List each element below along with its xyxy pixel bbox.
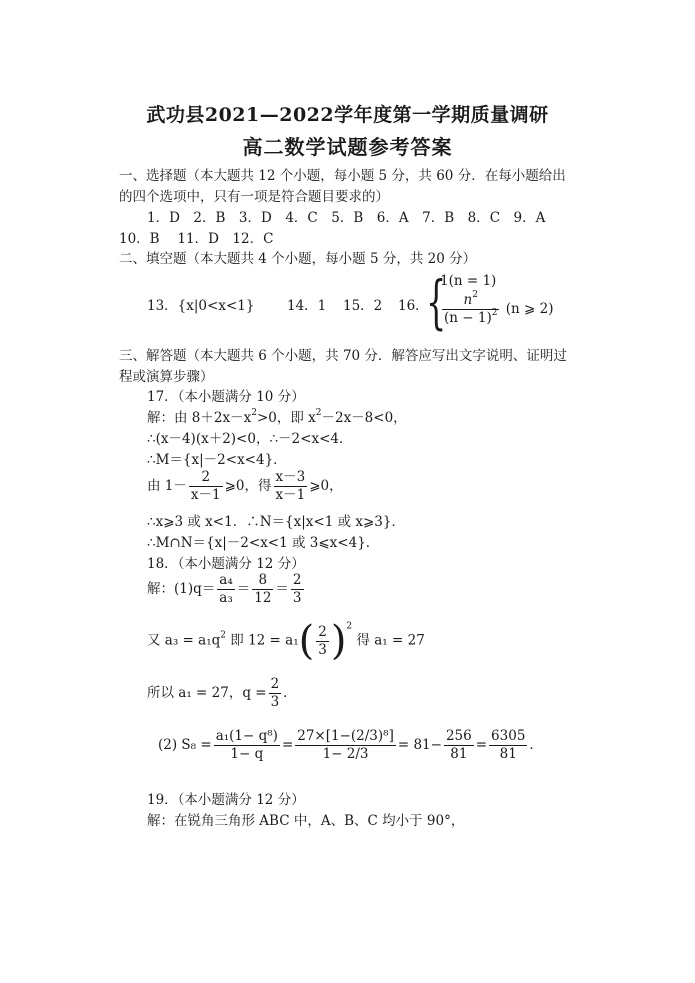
q18-label: 18．（本小题满分 12 分） — [147, 556, 305, 572]
q17-line5: ∴x⩾3 或 x<1．∴N＝{x|x<1 或 x⩾3}． — [147, 514, 405, 530]
q18-line2: 又 $a_3 = a_1q^2$ 即 12 = a₁( $\frac{2}{3}$ )$^2$ 得 a₁ = 27 — [147, 618, 425, 664]
page-subtitle: 高二数学试题参考答案 — [242, 135, 453, 159]
section1-heading-line2: 的四个选项中，只有一项是符合题目要求的） — [119, 189, 389, 205]
piecewise-brace: { — [426, 268, 447, 336]
answer-16-case2: $\frac{n^2}{(n - 1)^2}$ (n ⩾ 2) — [444, 290, 554, 326]
q18-line1: 解：(1)q＝ $\frac{\text{a₄}}{\text{a₃}}$ ＝ $\frac{8}{12}$ ＝ $\frac{2}{3}$ — [147, 572, 302, 606]
answer-16-fraction: $\frac{n^2}{(n - 1)^2}$ — [444, 290, 498, 326]
q17-label: 17．（本小题满分 10 分） — [147, 389, 305, 405]
q17-line3: ∴M＝{x|－2<x<4}． — [147, 452, 287, 468]
q19-label: 19．（本小题满分 12 分） — [147, 792, 305, 808]
q17-line1: 解：由 $8+2x-x^2>0$，即 $x^2-2x-8<0$， — [147, 408, 407, 426]
answer-13: 13．{x|0<x<1} — [147, 298, 255, 314]
section1-heading-line1: 一、选择题（本大题共 12 个小题，每小题 5 分，共 60 分．在每小题给出 — [119, 168, 566, 184]
answer-16-case1: 1(n = 1) — [440, 273, 497, 289]
q18-line3: 所以 a₁ = 27，q = $\frac{2}{3}$ ． — [147, 676, 297, 710]
answer-15: 15．2 — [343, 298, 383, 314]
q17-line2: ∴(x－4)(x＋2)<0，∴－2<x<4． — [147, 431, 353, 447]
section2-heading: 二、填空题（本大题共 4 个小题，每小题 5 分，共 20 分） — [119, 251, 477, 267]
page-title: 武功县2021—2022学年度第一学期质量调研 — [146, 104, 549, 126]
section1-answers-line1: 1．D 2．B 3．D 4．C 5．B 6．A 7．B 8．C 9．A — [147, 210, 546, 226]
section3-heading-line1: 三、解答题（本大题共 6 个小题，共 70 分．解答应写出文字说明、证明过 — [119, 348, 567, 364]
answer-16-label: 16． — [398, 298, 429, 314]
answer-14: 14．1 — [287, 298, 327, 314]
q19-line1: 解：在锐角三角形 ABC 中，A、B、C 均小于 90°， — [147, 813, 465, 829]
section1-answers-line2: 10．B 11．D 12．C — [119, 231, 274, 247]
q17-line4: 由 1－ $\frac{2}{x-1}$ ⩾0，得 $\frac{x-3}{x-1}$ ⩾0， — [147, 469, 343, 503]
q18-line4: (2) S₈ = $\frac{\text{a₁(1− q⁸)}}{1- q}$ = $\frac{\text{27×[1−(2/3)⁸]}}{1- 2/3}$ = 81− $\frac{256}{81}$ = $\frac{6305}{81}$ ． — [158, 728, 543, 762]
section3-heading-line2: 程或演算步骤） — [119, 369, 214, 385]
q17-line6: ∴M∩N＝{x|－2<x<1 或 3⩽x<4}． — [147, 535, 380, 551]
